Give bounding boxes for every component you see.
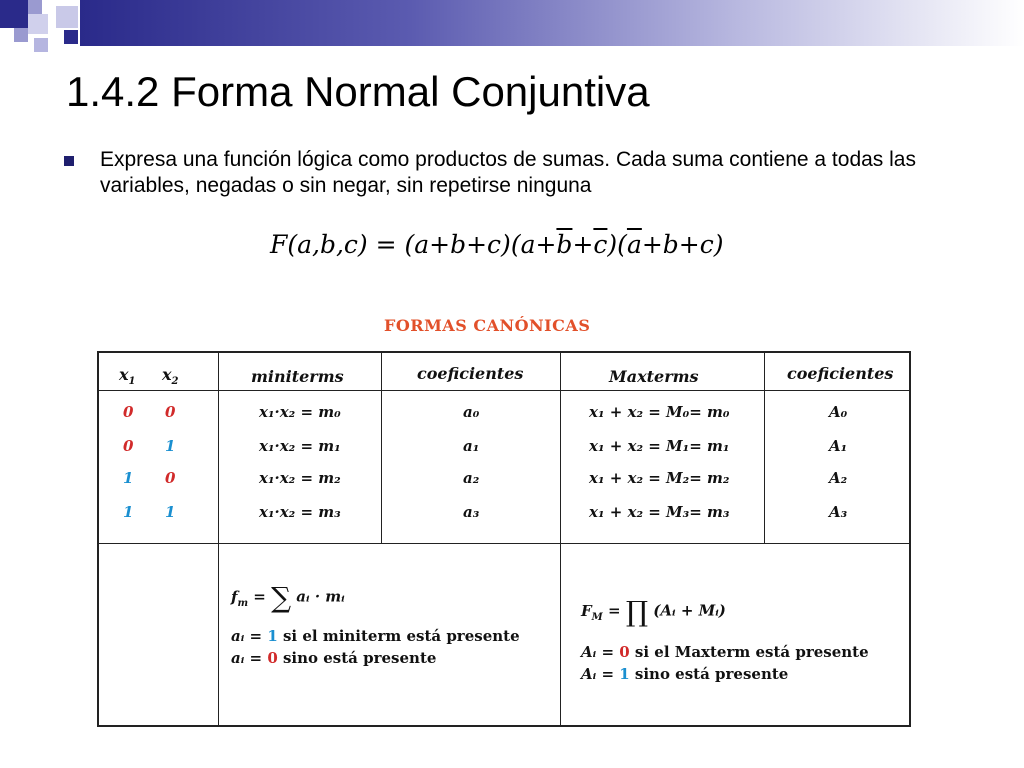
formula-lhs: F(a,b,c) = xyxy=(270,230,405,259)
miniterm-cell: x₁·x₂ = m₀ xyxy=(259,403,341,421)
formula-term-3b: $\overline{a}$ xyxy=(626,230,642,259)
header-x1: $x_1$ xyxy=(119,365,136,388)
pi-icon: ∏ xyxy=(625,595,649,628)
deco-square xyxy=(56,6,78,28)
coef-A-cell: A₂ xyxy=(829,469,848,487)
miniterm-cell: x₁·x₂ = m₃ xyxy=(259,503,341,521)
header-x2: $x_2$ xyxy=(162,365,179,388)
x2-cell: 0 xyxy=(165,469,176,487)
header-miniterms: miniterms xyxy=(251,367,344,386)
deco-square xyxy=(28,14,48,34)
coef-A-cell: A₃ xyxy=(829,503,848,521)
x2-cell: 1 xyxy=(165,503,176,521)
miniterm-cell: x₁·x₂ = m₁ xyxy=(259,437,341,455)
sum-line-1: aᵢ = 1 si el miniterm está presente xyxy=(231,627,520,645)
header-gradient-bar xyxy=(80,0,1024,46)
product-line-1: Aᵢ = 0 si el Maxterm está presente xyxy=(581,643,869,661)
sigma-icon: ∑ xyxy=(271,581,292,614)
x1-cell: 1 xyxy=(123,469,134,487)
table-divider xyxy=(764,353,765,543)
sum-formula: $f_m$ = ∑ aᵢ · mᵢ xyxy=(231,581,345,614)
maxterm-cell: x₁ + x₂ = M₃= m₃ xyxy=(589,503,730,521)
maxterm-cell: x₁ + x₂ = M₂= m₂ xyxy=(589,469,730,487)
bullet-text: Expresa una función lógica como productos de sumas. Cada suma contiene a todas las variables, negadas o sin negar, sin repetirse ninguna xyxy=(100,148,916,197)
canonical-forms-table xyxy=(97,351,911,727)
formula xyxy=(270,222,740,268)
coef-A-cell: A₀ xyxy=(829,403,848,421)
maxterm-cell: x₁ + x₂ = M₀= m₀ xyxy=(589,403,730,421)
miniterm-cell: x₁·x₂ = m₂ xyxy=(259,469,341,487)
deco-square xyxy=(28,0,42,14)
coef-a-cell: a₂ xyxy=(463,469,480,487)
maxterm-cell: x₁ + x₂ = M₁= m₁ xyxy=(589,437,730,455)
page-title: 1.4.2 Forma Normal Conjuntiva xyxy=(66,68,650,115)
product-formula: $F_M$ = ∏ (Aᵢ + Mᵢ) xyxy=(581,595,726,628)
deco-square xyxy=(0,0,28,28)
x2-cell: 1 xyxy=(165,437,176,455)
table-divider xyxy=(99,543,909,544)
formula-term-2c: + xyxy=(572,230,594,259)
coef-a-cell: a₁ xyxy=(463,437,480,455)
header-coeficientes-2: coeficientes xyxy=(787,364,894,383)
formula-term-3c: +b+c) xyxy=(641,230,724,259)
deco-square xyxy=(64,30,78,44)
deco-square xyxy=(34,38,48,52)
product-line-2: Aᵢ = 1 sino está presente xyxy=(581,665,789,683)
x1-cell: 0 xyxy=(123,437,134,455)
formula-term-2b: $\overline{b}$ xyxy=(556,230,573,259)
coef-a-cell: a₀ xyxy=(463,403,480,421)
formula-term-2a: (a+ xyxy=(510,230,557,259)
table-divider xyxy=(99,390,909,391)
formula-term-1: (a+b+c) xyxy=(404,230,511,259)
table-title: FORMAS CANÓNICAS xyxy=(384,316,591,335)
formula-term-3a: ( xyxy=(617,230,627,259)
coef-a-cell: a₃ xyxy=(463,503,480,521)
x1-cell: 1 xyxy=(123,503,134,521)
coef-A-cell: A₁ xyxy=(829,437,848,455)
sum-line-2: aᵢ = 0 sino está presente xyxy=(231,649,437,667)
header-maxterms: Maxterms xyxy=(609,367,699,386)
header-coeficientes-1: coeficientes xyxy=(417,364,524,383)
x2-cell: 0 xyxy=(165,403,176,421)
formula-term-2d: $\overline{c}$ xyxy=(593,230,608,259)
x1-cell: 0 xyxy=(123,403,134,421)
deco-square xyxy=(14,28,28,42)
bullet-square-icon xyxy=(64,156,74,166)
formula-term-2e: ) xyxy=(607,230,618,259)
table-divider xyxy=(381,353,382,543)
table-divider xyxy=(218,353,219,727)
table-divider xyxy=(560,353,561,727)
